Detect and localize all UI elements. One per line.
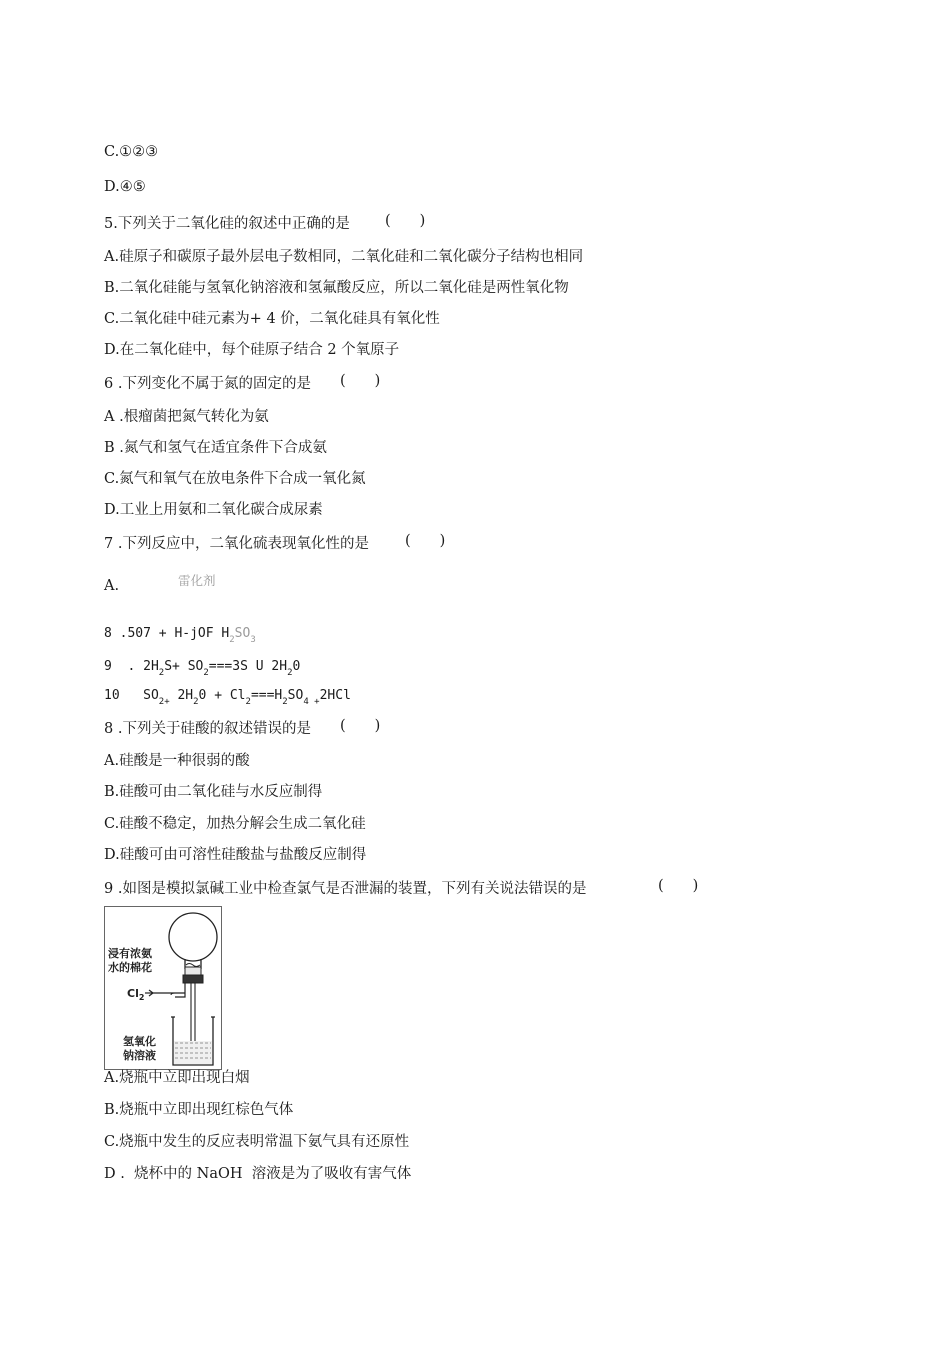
eq10-sub1: 2+ (158, 697, 170, 707)
eq10-mid3: ===H (250, 688, 283, 703)
q7-catalyst-label: 雷化剂 (178, 573, 216, 588)
q7-stem: 7 .下列反应中，二氧化硫表现氧化性的是 (104, 536, 369, 552)
q9-option-c: C.烧瓶中发生的反应表明常温下氨气具有还原性 (104, 1134, 410, 1150)
q5-stem: 5.下列关于二氧化硅的叙述中正确的是 (104, 216, 350, 232)
q9-option-a: A.烧瓶中立即出现白烟 (104, 1070, 250, 1086)
q5-option-c: C.二氧化硅中硅元素为+ 4 价，二氧化硅具有氧化性 (104, 311, 440, 327)
q6-stem: 6 .下列变化不属于氮的固定的是 (104, 376, 311, 392)
eq8-sub1: 2 (229, 635, 235, 645)
q8-stem: 8 .下列关于硅酸的叙述错误的是 (104, 721, 311, 737)
eq9-sub2: 2 (203, 668, 209, 678)
q8-option-b: B.硅酸可由二氧化硅与水反应制得 (104, 784, 323, 800)
q8-option-c: C.硅酸不稳定，加热分解会生成二氧化硅 (104, 816, 366, 832)
apparatus-figure (104, 906, 222, 1070)
q7-equation-8 (104, 625, 256, 644)
cl2-sub: 2 (138, 993, 145, 1002)
q6-option-c: C.氮气和氧气在放电条件下合成一氧化氮 (104, 471, 366, 487)
q8-option-d: D.硅酸可由可溶性硅酸盐与盐酸反应制得 (104, 847, 367, 863)
eq10-end: 2HCl (319, 688, 351, 703)
figure-label-naoh-1: 氢氧化 (123, 1035, 156, 1048)
eq10-sub2: 2 (193, 697, 199, 707)
cl2-text: Cl (127, 987, 139, 1000)
eq9-sub3: 2 (287, 668, 293, 678)
eq9-pre: 9 . 2H (104, 659, 159, 674)
eq10-pre: 10 SO (104, 688, 159, 703)
q7-option-a-label: A. (104, 578, 120, 594)
eq9-end: 0 (292, 659, 301, 674)
q9-option-d: D . 烧杯中的 NaOH 溶液是为了吸收有害气体 (104, 1166, 412, 1182)
eq9-mid: S+ SO (164, 659, 204, 674)
eq10-sub4: 2 (282, 697, 288, 707)
q5-option-d: D.在二氧化硅中，每个硅原子结合 2 个氧原子 (104, 342, 400, 358)
q6-option-d: D.工业上用氨和二氧化碳合成尿素 (104, 502, 323, 518)
eq10-sub3: 2 (245, 697, 251, 707)
eq10-sub5: 4 + (303, 697, 320, 707)
q8-answer-paren: ( ) (340, 718, 381, 734)
q5-option-a: A.硅原子和碳原子最外层电子数相同，二氧化硅和二氧化碳分子结构也相同 (104, 249, 584, 265)
eq9-sub1: 2 (158, 668, 165, 678)
q9-option-b: B.烧瓶中立即出现红棕色气体 (104, 1102, 294, 1118)
q4-option-d: D.④⑤ (104, 179, 146, 195)
q6-option-a: A .根瘤菌把氮气转化为氨 (104, 409, 269, 425)
q5-answer-paren: ( ) (385, 213, 426, 229)
eq8-sub2: 3 (250, 635, 256, 645)
eq10-mid4: SO (287, 688, 304, 703)
q8-option-a: A.硅酸是一种很弱的酸 (104, 753, 250, 769)
figure-label-cotton-1: 浸有浓氨 (108, 947, 152, 960)
eq10-mid1: 2H (169, 688, 194, 703)
q4-option-c: C.①②③ (104, 144, 159, 160)
q6-answer-paren: ( ) (340, 373, 381, 389)
eq8-mid: SO (234, 626, 251, 641)
q6-option-b: B .氮气和氢气在适宜条件下合成氨 (104, 440, 327, 456)
figure-label-cl2 (127, 987, 144, 1001)
eq9-post: ===3S U 2H (208, 659, 288, 674)
q7-answer-paren: ( ) (405, 533, 446, 549)
q9-answer-paren: ( ) (658, 878, 699, 894)
figure-label-cotton-2: 水的棉花 (108, 961, 152, 974)
q9-stem: 9 .如图是模拟氯碱工业中检查氯气是否泄漏的装置，下列有关说法错误的是 (104, 881, 587, 897)
q5-option-b: B.二氧化硅能与氢氧化钠溶液和氢氟酸反应，所以二氧化硅是两性氧化物 (104, 280, 569, 296)
eq8-pre: 8 .507 + H-jOF H (104, 626, 230, 641)
q7-equation-10 (104, 687, 351, 706)
figure-label-naoh-2: 钠溶液 (123, 1049, 156, 1062)
q7-equation-9 (104, 658, 300, 677)
eq10-mid2: 0 + Cl (198, 688, 246, 703)
